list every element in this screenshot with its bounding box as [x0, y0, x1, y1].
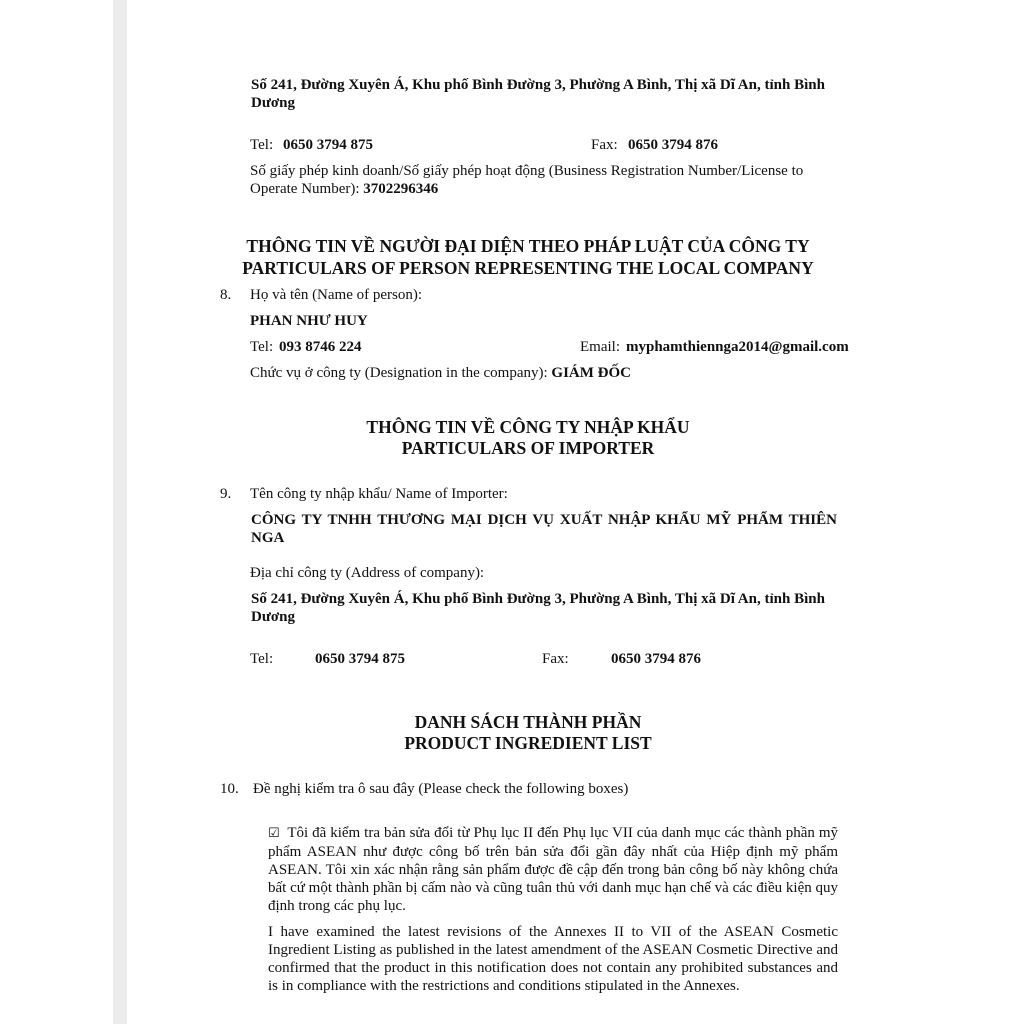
- designation-label: Chức vụ ở công ty (Designation in the company):: [250, 365, 548, 381]
- left-margin: [0, 0, 113, 1024]
- person-tel: 093 8746 224: [279, 339, 362, 355]
- license-label: Số giấy phép kinh doanh/Số giấy phép hoạt động (Business Registration Number/License to Operate Number):: [250, 163, 804, 197]
- item-number-9: 9.: [220, 486, 232, 502]
- importer-name: CÔNG TY TNHH THƯƠNG MẠI DỊCH VỤ XUẤT NHẬP KHẨU MỸ PHẨM THIÊN NGA: [251, 512, 837, 546]
- importer-address: Số 241, Đường Xuyên Á, Khu phố Bình Đường 3, Phường A Bình, Thị xã Dĩ An, tỉnh Bình Dương: [251, 591, 825, 625]
- ingredient-heading-en: PRODUCT INGREDIENT LIST: [404, 733, 652, 753]
- importer-name-label: Tên công ty nhập khẩu/ Name of Importer:: [250, 486, 508, 502]
- designation-value: GIÁM ĐỐC: [551, 365, 631, 381]
- representative-heading-vi: THÔNG TIN VỀ NGƯỜI ĐẠI DIỆN THEO PHÁP LUẬT CỦA CÔNG TY: [246, 236, 810, 256]
- declaration-en: I have examined the latest revisions of the Annexes II to VII of the ASEAN Cosmetic Ingredient Listing as published in the latest amendment of the ASEAN Cosmetic Directive and confirmed that the product in this notification does not contain any prohibited substances and is in compliance with the restrictions and conditions stipulated in the Annexes.: [268, 924, 838, 994]
- person-email-label: Email:: [580, 339, 620, 355]
- local-company-address: Số 241, Đường Xuyên Á, Khu phố Bình Đường 3, Phường A Bình, Thị xã Dĩ An, tỉnh Bình Dương: [251, 77, 825, 111]
- importer-tel-label: Tel:: [250, 651, 274, 667]
- importer-heading-en: PARTICULARS OF IMPORTER: [401, 438, 655, 458]
- importer-tel: 0650 3794 875: [315, 651, 405, 667]
- local-company-tel-label: Tel:: [250, 137, 274, 153]
- person-name-label: Họ và tên (Name of person):: [250, 287, 423, 303]
- license-line: [250, 162, 842, 198]
- ingredient-heading-vi: DANH SÁCH THÀNH PHẦN: [414, 712, 642, 732]
- local-company-fax-label: Fax:: [591, 137, 618, 153]
- importer-address-label: Địa chỉ công ty (Address of company):: [250, 565, 485, 581]
- item-number-10: 10.: [220, 781, 239, 797]
- local-company-fax: 0650 3794 876: [628, 137, 718, 153]
- license-number: 3702296346: [363, 181, 439, 197]
- person-name: PHAN NHƯ HUY: [250, 313, 368, 329]
- importer-fax-label: Fax:: [542, 651, 569, 667]
- page-shadow: [113, 0, 127, 1024]
- person-tel-label: Tel:: [250, 339, 274, 355]
- item-number-8: 8.: [220, 287, 232, 303]
- importer-heading-vi: THÔNG TIN VỀ CÔNG TY NHẬP KHẨU: [366, 417, 690, 437]
- checked-box-icon[interactable]: ☑: [268, 826, 280, 841]
- declaration-vi-block: [268, 824, 838, 915]
- person-email: myphamthiennga2014@gmail.com: [626, 339, 849, 355]
- representative-heading-en: PARTICULARS OF PERSON REPRESENTING THE LOCAL COMPANY: [242, 258, 814, 278]
- designation-line: [250, 364, 631, 382]
- importer-fax: 0650 3794 876: [611, 651, 701, 667]
- local-company-tel: 0650 3794 875: [283, 137, 373, 153]
- declaration-vi: Tôi đã kiểm tra bản sửa đổi từ Phụ lục II đến Phụ lục VII của danh mục các thành phần mỹ phẩm ASEAN như được công bố trên bản sửa đổi gần đây nhất của Hiệp định mỹ phẩm ASEAN. Tôi xin xác nhận rằng sản phẩm được đề cập đến trong bản công bố này không chứa bất cứ một thành phần bị cấm nào và cũng tuân thủ với danh mục hạn chế và các điều kiện quy định trong các phụ lục.: [268, 825, 838, 914]
- check-instruction: Đề nghị kiểm tra ô sau đây (Please check the following boxes): [253, 781, 629, 797]
